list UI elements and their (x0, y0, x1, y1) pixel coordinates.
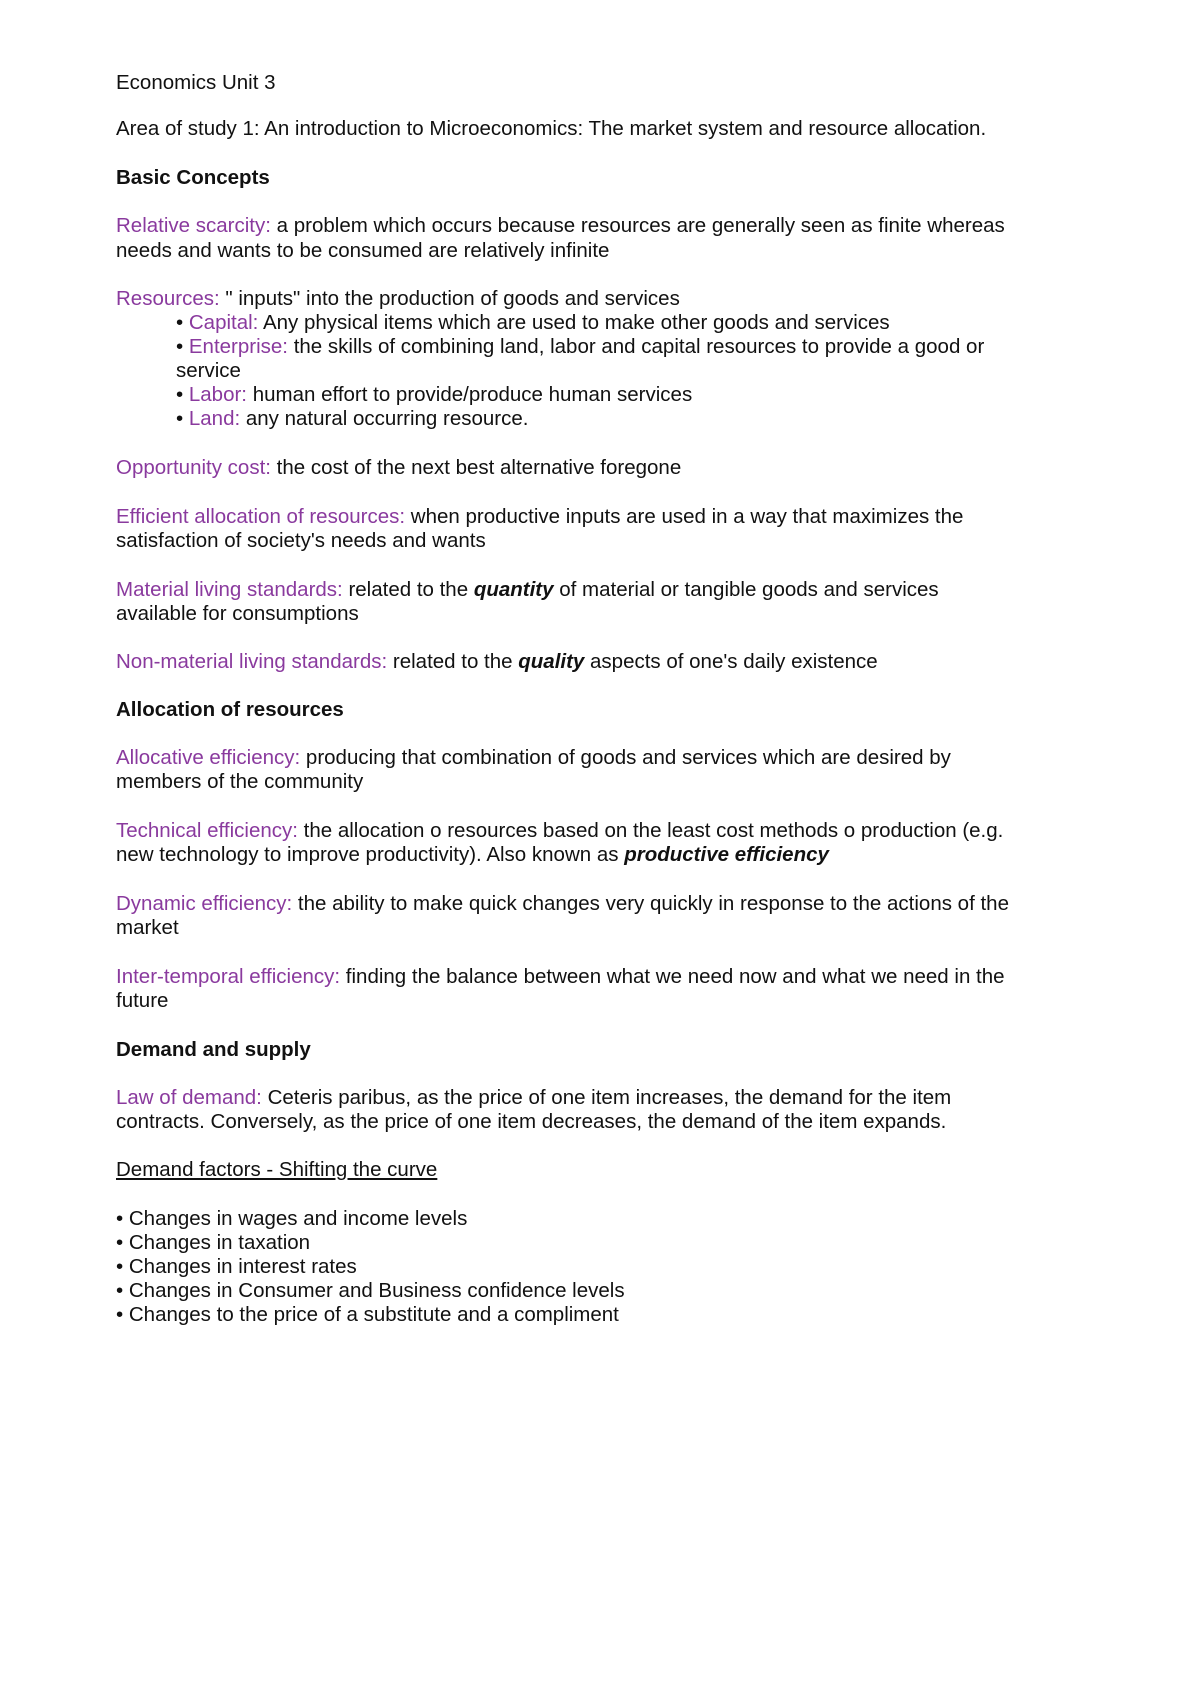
def-efficient-allocation (116, 504, 963, 530)
bullet: • (176, 407, 189, 430)
def-text-cont (116, 842, 829, 868)
def-text: Any physical items which are used to make other goods and services (258, 311, 890, 334)
term-labor: Labor: (188, 383, 248, 406)
def-technical-efficiency (116, 818, 1003, 844)
def-text: related to the (387, 650, 519, 673)
list-item-cont: service (176, 359, 241, 382)
list-item (176, 334, 984, 360)
def-text: the cost of the next best alternative foregone (270, 456, 682, 479)
def-intertemporal-efficiency (116, 964, 1005, 990)
def-text: any natural occurring resource. (240, 407, 529, 430)
def-text-cont: members of the community (116, 770, 364, 793)
def-text: human effort to provide/produce human services (247, 383, 693, 406)
area-of-study: Area of study 1: An introduction to Microeconomics: The market system and resource allocation. (116, 117, 987, 140)
def-law-of-demand (116, 1085, 951, 1111)
def-text: aspects of one's daily existence (584, 650, 878, 673)
def-text-cont: available for consumptions (116, 602, 359, 625)
def-relative-scarcity (116, 213, 1005, 239)
def-text: of material or tangible goods and services (553, 578, 939, 601)
def-text: finding the balance between what we need now and what we need in the (340, 965, 1005, 988)
term-efficient-allocation: Efficient allocation of resources: (116, 505, 406, 528)
def-allocative-efficiency (116, 745, 951, 771)
def-dynamic-efficiency (116, 891, 1009, 917)
term-material-living: Material living standards: (116, 578, 343, 601)
term-nonmaterial-living: Non-material living standards: (116, 650, 388, 673)
term-relative-scarcity: Relative scarcity: (116, 214, 271, 237)
def-opportunity-cost (116, 455, 681, 481)
def-text: producing that combination of goods and services which are desired by (300, 746, 951, 769)
bullet: • (176, 383, 189, 406)
term-intertemporal-efficiency: Inter-temporal efficiency: (116, 965, 341, 988)
def-text-cont: satisfaction of society's needs and wants (116, 529, 486, 552)
emphasis: quality (518, 650, 585, 673)
list-item (176, 310, 890, 336)
def-text: " inputs" into the production of goods and services (219, 287, 680, 310)
def-text: the allocation o resources based on the least cost methods o production (e.g. (297, 819, 1004, 842)
term-land: Land: (188, 407, 241, 430)
list-item: • Changes in interest rates (116, 1255, 357, 1278)
def-text: when productive inputs are used in a way that maximizes the (405, 505, 964, 528)
def-text: related to the (342, 578, 474, 601)
term-technical-efficiency: Technical efficiency: (116, 819, 298, 842)
bullet: • (176, 311, 189, 334)
def-text-cont: needs and wants to be consumed are relatively infinite (116, 239, 610, 262)
heading-demand-supply: Demand and supply (116, 1038, 311, 1061)
term-opportunity-cost: Opportunity cost: (116, 456, 271, 479)
term-dynamic-efficiency: Dynamic efficiency: (116, 892, 293, 915)
def-resources (116, 286, 680, 312)
def-text: a problem which occurs because resources are generally seen as finite whereas (270, 214, 1005, 237)
def-text: the skills of combining land, labor and capital resources to provide a good or (288, 335, 985, 358)
def-text: new technology to improve productivity). Also known as (116, 843, 625, 866)
list-item: • Changes in taxation (116, 1231, 311, 1254)
def-text: Ceteris paribus, as the price of one item increases, the demand for the item (261, 1086, 952, 1109)
subheading-demand-factors: Demand factors - Shifting the curve (116, 1158, 438, 1181)
list-item (176, 382, 692, 408)
def-text-cont: future (116, 989, 169, 1012)
list-item (176, 406, 528, 432)
def-material-living (116, 577, 939, 603)
list-item: • Changes in Consumer and Business confidence levels (116, 1279, 625, 1302)
def-text: the ability to make quick changes very quickly in response to the actions of the (292, 892, 1009, 915)
list-item: • Changes to the price of a substitute and a compliment (116, 1303, 619, 1326)
list-item: • Changes in wages and income levels (116, 1207, 468, 1230)
term-law-of-demand: Law of demand: (116, 1086, 262, 1109)
def-text-cont: contracts. Conversely, as the price of one item decreases, the demand of the item expands. (116, 1110, 947, 1133)
def-text-cont: market (116, 916, 179, 939)
term-resources: Resources: (116, 287, 220, 310)
document-title: Economics Unit 3 (116, 71, 276, 94)
emphasis: quantity (473, 578, 554, 601)
term-allocative-efficiency: Allocative efficiency: (116, 746, 301, 769)
bullet: • (176, 335, 189, 358)
emphasis: productive efficiency (624, 843, 829, 866)
term-enterprise: Enterprise: (188, 335, 289, 358)
heading-allocation: Allocation of resources (116, 698, 344, 721)
def-nonmaterial-living (116, 649, 878, 675)
term-capital: Capital: (188, 311, 259, 334)
heading-basic-concepts: Basic Concepts (116, 166, 270, 189)
